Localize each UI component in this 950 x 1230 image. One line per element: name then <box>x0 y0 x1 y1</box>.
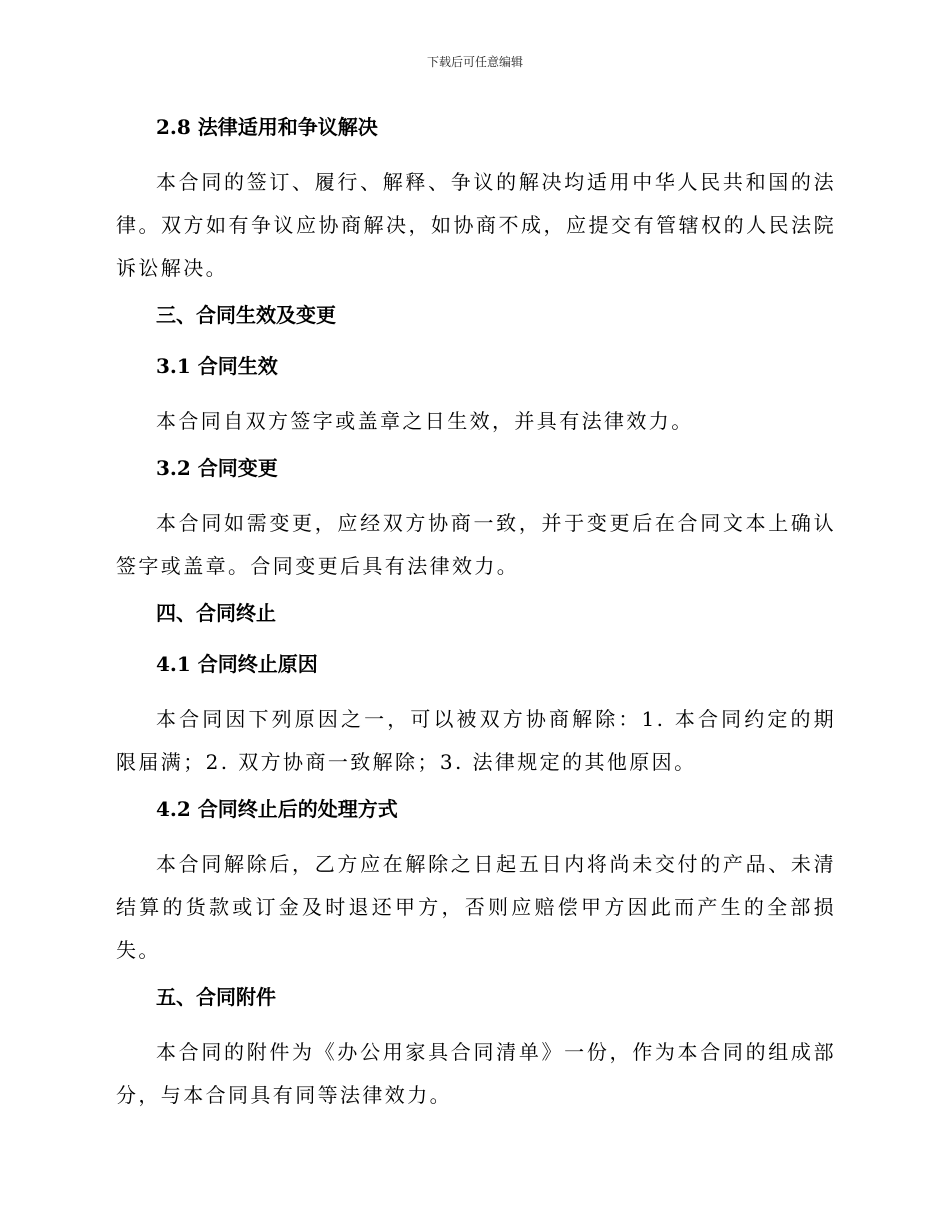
paragraph-law-dispute: 本合同的签订、履行、解释、争议的解决均适用中华人民共和国的法律。双方如有争议应协商解决，如协商不成，应提交有管辖权的人民法院诉讼解决。 <box>116 170 836 280</box>
paragraph-termination-handling: 本合同解除后，乙方应在解除之日起五日内将尚未交付的产品、未清结算的货款或订金及时退还甲方，否则应赔偿甲方因此而产生的全部损失。 <box>116 852 836 962</box>
section-heading-5: 五、合同附件 <box>156 985 276 1009</box>
section-heading-2-8: 2.8 法律适用和争议解决 <box>156 115 378 139</box>
paragraph-change: 本合同如需变更，应经双方协商一致，并于变更后在合同文本上确认签字或盖章。合同变更后具有法律效力。 <box>116 511 836 578</box>
section-heading-4: 四、合同终止 <box>156 601 276 625</box>
paragraph-attachment: 本合同的附件为《办公用家具合同清单》一份，作为本合同的组成部分，与本合同具有同等法律效力。 <box>116 1040 836 1107</box>
paragraph-termination-reasons: 本合同因下列原因之一，可以被双方协商解除：1. 本合同约定的期限届满；2. 双方协商一致解除；3. 法律规定的其他原因。 <box>116 707 836 774</box>
paragraph-effective: 本合同自双方签字或盖章之日生效，并具有法律效力。 <box>156 409 694 433</box>
document-body <box>116 110 836 1125</box>
section-heading-3-2: 3.2 合同变更 <box>156 456 278 480</box>
section-heading-4-1: 4.1 合同终止原因 <box>156 652 318 676</box>
section-heading-4-2: 4.2 合同终止后的处理方式 <box>156 797 398 821</box>
header-note: 下载后可任意编辑 <box>426 55 523 69</box>
section-heading-3-1: 3.1 合同生效 <box>156 354 278 378</box>
section-heading-3: 三、合同生效及变更 <box>156 303 336 327</box>
